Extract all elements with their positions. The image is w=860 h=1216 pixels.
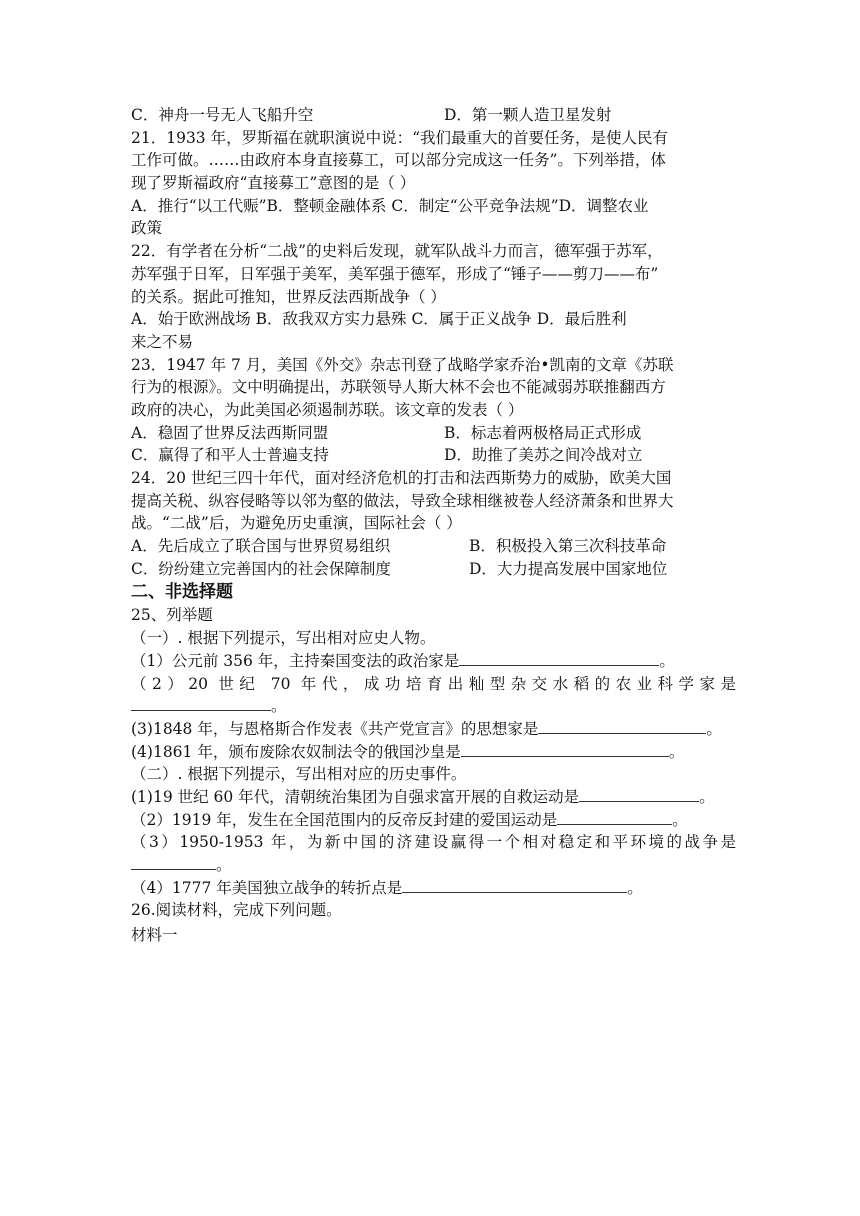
q20-options-row xyxy=(131,104,736,127)
q23-option-a: A．稳固了世界反法西斯同盟 xyxy=(131,423,329,442)
q25-part2-instruction: （二）. 根据下列提示，写出相对应的历史事件。 xyxy=(131,765,467,784)
q20-option-d: D．第一颗人造卫星发射 xyxy=(444,106,612,124)
q24-option-a: A．先后成立了联合国与世界贸易组织 xyxy=(131,537,391,556)
q22-line: 22．有学者在分析“二战”的史料后发现，就军队战斗力而言，德军强于苏军， xyxy=(131,242,663,261)
answer-blank[interactable] xyxy=(461,742,669,757)
section-heading: 二、非选择题 xyxy=(131,582,233,603)
q25-item-2-blank-line xyxy=(131,695,736,718)
q21-line: 现了罗斯福政府“直接募工”意图的是（ ） xyxy=(131,174,416,193)
q21-options-line: A．推行“以工代赈”B．整顿金融体系 C．制定“公平竞争法规”D．调整农业 xyxy=(131,196,649,215)
q25-event-4 xyxy=(131,877,736,900)
period: 。 xyxy=(659,651,675,670)
q25-event-2 xyxy=(131,809,736,832)
q24-options-row xyxy=(131,558,736,581)
q21-options-line: 政策 xyxy=(131,219,163,238)
q25-item-4 xyxy=(131,741,736,764)
q20-option-c: C．神舟一号无人飞船升空 xyxy=(131,106,314,124)
question-25 xyxy=(131,604,736,899)
q23-option-b: B．标志着两极格局正式形成 xyxy=(444,423,642,442)
question-24 xyxy=(131,467,736,580)
q25-event-3-blank-line xyxy=(131,854,736,877)
answer-blank[interactable] xyxy=(131,696,271,711)
answer-blank[interactable] xyxy=(579,787,699,802)
period: 。 xyxy=(271,697,287,716)
q22-line: 苏军强于日军，日军强于美军，美军强于德军，形成了“锤子——剪刀——布” xyxy=(131,264,659,283)
question-26 xyxy=(131,899,736,946)
q25-item-3-text: (3)1848 年，与恩格斯合作发表《共产党宣言》的思想家是 xyxy=(131,719,539,738)
q23-option-d: D．助推了美苏之间冷战对立 xyxy=(444,446,643,465)
q24-option-c: C．纷纷建立完善国内的社会保障制度 xyxy=(131,559,391,578)
q25-event-4-text: （4）1777 年美国独立战争的转折点是 xyxy=(131,878,403,897)
q24-line: 提高关税、纵容侵略等以邻为壑的做法，导致全球相继被卷人经济萧条和世界大 xyxy=(131,491,674,510)
answer-blank[interactable] xyxy=(131,855,216,870)
q24-options-row xyxy=(131,535,736,558)
q21-line: 工作可做。……由政府本身直接募工，可以部分完成这一任务”。下列举措，体 xyxy=(131,151,666,170)
q23-line: 政府的决心，为此美国必须遏制苏联。该文章的发表（ ） xyxy=(131,400,524,419)
question-22 xyxy=(131,240,736,353)
q25-event-3-text: （3）1950-1953 年，为新中国的济建设赢得一个相对稳定和平环境的战争是 xyxy=(131,833,736,852)
q22-line: 的关系。据此可推知，世界反法西斯战争（ ） xyxy=(131,287,446,306)
q23-option-c: C．赢得了和平人士普遍支持 xyxy=(131,446,329,465)
q25-item-1-text: （1）公元前 356 年，主持秦国变法的政治家是 xyxy=(131,651,460,670)
q23-line: 23．1947 年 7 月，美国《外交》杂志刊登了战略学家乔治•凯南的文章《苏联 xyxy=(131,355,674,374)
answer-blank[interactable] xyxy=(557,810,672,825)
q23-options-row xyxy=(131,422,736,445)
period: 。 xyxy=(627,878,643,897)
q25-item-4-text: (4)1861 年，颁布废除农奴制法令的俄国沙皇是 xyxy=(131,742,461,761)
q24-line: 24．20 世纪三四十年代，面对经济危机的打击和法西斯势力的威胁，欧美大国 xyxy=(131,469,672,487)
answer-blank[interactable] xyxy=(538,719,706,734)
q24-option-d: D．大力提高发展中国家地位 xyxy=(469,559,668,578)
q25-event-1-text: (1)19 世纪 60 年代，清朝统治集团为自强求富开展的自救运动是 xyxy=(131,787,580,806)
q25-event-2-text: （2）1919 年，发生在全国范围内的反帝反封建的爱国运动是 xyxy=(131,810,558,829)
q25-event-1 xyxy=(131,786,736,809)
q26-title: 26.阅读材料，完成下列问题。 xyxy=(131,901,342,920)
q25-item-2-text: （2）20 世纪 70 年代，成功培育出籼型杂交水稻的农业科学家是 xyxy=(131,674,736,693)
q21-line: 21．1933 年，罗斯福在就职演说中说：“我们最重大的首要任务，是使人民有 xyxy=(131,128,669,147)
q25-item-1 xyxy=(131,650,736,673)
q23-options-row xyxy=(131,444,736,467)
period: 。 xyxy=(216,856,232,874)
question-21 xyxy=(131,127,736,240)
q25-part1-instruction: （一）. 根据下列提示，写出相对应史人物。 xyxy=(131,629,436,648)
q24-line: 战。“二战”后，为避免历史重演，国际社会（ ） xyxy=(131,514,462,533)
q26-material-1-label: 材料一 xyxy=(131,926,178,945)
answer-blank[interactable] xyxy=(459,651,659,666)
period: 。 xyxy=(672,810,688,829)
q25-item-3 xyxy=(131,718,736,741)
question-23 xyxy=(131,354,736,467)
period: 。 xyxy=(668,742,685,761)
exam-content xyxy=(131,104,736,947)
q25-title: 25、列举题 xyxy=(131,606,213,625)
q22-options-line: 来之不易 xyxy=(131,332,194,351)
answer-blank[interactable] xyxy=(402,878,627,893)
q23-line: 行为的根源》。文中明确提出，苏联领导人斯大林不会也不能减弱苏联推翻西方 xyxy=(131,378,666,397)
q24-option-b: B．积极投入第三次科技革命 xyxy=(469,537,667,556)
q22-options-line: A．始于欧洲战场 B．敌我双方实力悬殊 C．属于正义战争 D．最后胜利 xyxy=(131,310,627,329)
period: 。 xyxy=(699,787,715,806)
period: 。 xyxy=(706,719,722,738)
